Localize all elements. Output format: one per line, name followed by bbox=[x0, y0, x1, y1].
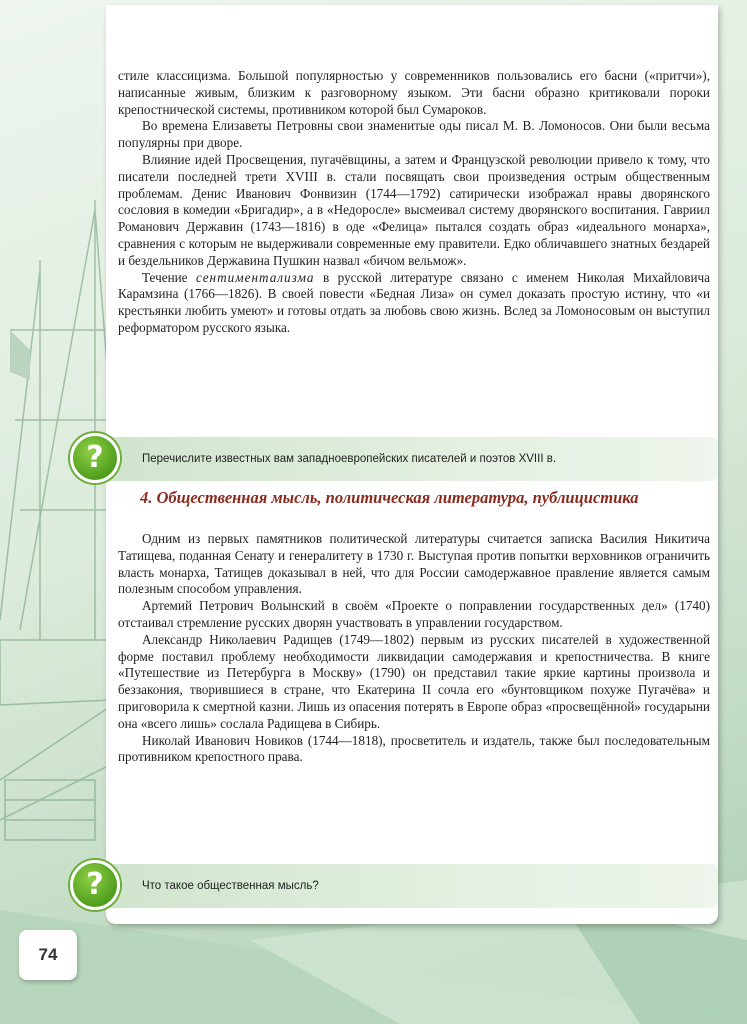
text-run: Течение bbox=[142, 269, 197, 285]
paragraph: Влияние идей Просвещения, пугачёвщины, а затем и Французской революции привело к тому, что писатели последней трети XVIII в. стали посвящать свои произведения острым общественным проблемам. Денис Иванович Фонвизин (1744—1792) сатирически изображал нравы дворянского сословия в комедии «Бригадир», а в «Недоросле» высмеивал систему дворянского воспитания. Гавриил Романович Державин (1743—1816) в оде «Фелица» пытался создать образ «идеального монарха», сравнения с которым не выдерживали современные ему правители. Едко обличавшего знатных бездарей и бездельников Державина Пушкин назвал «бичом вельмож». bbox=[118, 151, 710, 268]
paragraph: Артемий Петрович Волынский в своём «Проекте о поправлении государственных дел» (1740) отстаивал стремление русских дворян участвовать в управлении государством. bbox=[118, 598, 710, 630]
page-number: 74 bbox=[19, 930, 77, 980]
question-text: Что такое общественная мысль? bbox=[142, 880, 319, 892]
question-mark-icon: ? bbox=[70, 860, 120, 910]
paragraph: Во времена Елизаветы Петровны свои знаменитые оды писал М. В. Ломоносов. Они были весьма популярны при дворе. bbox=[118, 118, 710, 151]
question-mark-icon: ? bbox=[70, 433, 120, 483]
paragraph: стиле классицизма. Большой популярностью у современников пользовались его басни («притчи»), написанные живым, близким к разговорному языком. Эти басни образно критиковали пороки крепостнической системы, противником которой был Сумароков. bbox=[118, 68, 710, 117]
section-heading: 4. Общественная мысль, политическая литература, публицистика bbox=[140, 488, 639, 507]
paragraph: Одним из первых памятников политической литературы считается записка Василия Никитича Татищева, поданная Сенату и генералитету в 1730 г. Выступая против попытки верховников ограничить власть монарха, Татищев доказывал в ней, что для России самодержавное правление является самым полезным способом управления. bbox=[118, 531, 710, 597]
paragraph-sentimentalism bbox=[118, 270, 710, 337]
section-text bbox=[118, 531, 710, 766]
top-text bbox=[118, 68, 710, 337]
question-text: Перечислите известных вам западноевропейских писателей и поэтов XVIII в. bbox=[142, 453, 557, 465]
paragraph: Александр Николаевич Радищев (1749—1802) первым из русских писателей в художественной форме поставил проблему необходимости ликвидации самодержавия и крепостничества. В книге «Путешествие из Петербурга в Москву» (1790) он представил такие яркие картины произвола и беззакония, творившиеся в стране, что Екатерина II сочла его «бунтовщиком похуже Пугачёва» и приговорила к смертной казни. Лишь из опасения потерять в Европе образ «просвещённой» государыни она «всего лишь» сослала Радищева в Сибирь. bbox=[118, 631, 710, 731]
text-run: в русской литературе связано с именем Николая Михайловича Карамзина (1766—1826). В своей повести «Бедная Лиза» он сумел доказать простую истину, что «и крестьянки любить умеют» и готовы отдать за любовь свою жизнь. Вслед за Ломоносовым он выступил реформатором русского языка. bbox=[118, 269, 710, 335]
emphasis-term: сентиментализма bbox=[196, 269, 315, 285]
paragraph: Николай Иванович Новиков (1744—1818), просветитель и издатель, также был последовательным противником крепостного права. bbox=[118, 732, 710, 765]
